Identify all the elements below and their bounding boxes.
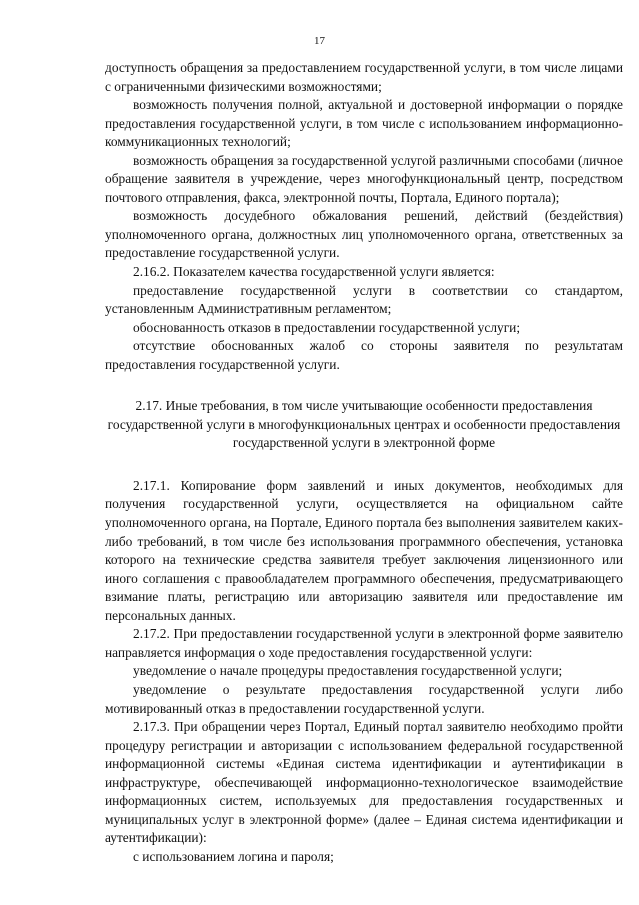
paragraph-standard-compliance: предоставление государственной услуги в соответствии со стандартом, установленным Административным регламентом; (105, 282, 623, 317)
document-body (105, 59, 623, 866)
paragraph-various-methods: возможность обращения за государственной услугой различными способами (личное обращение заявителя в учреждение, через многофункциональный центр, посредством почтового отправления, факса, электронной почты, Портала, Единого портала); (105, 152, 623, 205)
paragraph-accessibility: доступность обращения за предоставлением государственной услуги, в том числе лицами с ограниченными физическими возможностями; (105, 60, 623, 94)
section-heading: 2.17. Иные требования, в том числе учитывающие особенности предоставления государственной услуги в многофункциональных центрах и особенности предоставления государственной услуги в электронной форме (107, 398, 621, 451)
paragraph-start-notice: уведомление о начале процедуры предоставления государственной услуги; (133, 663, 563, 679)
paragraph-portal-registration: 2.17.3. При обращении через Портал, Единый портал заявителю необходимо пройти процедуру регистрации и авторизации с использованием федеральной государственной информационной системы «Единая система идентификации и аутентификации в инфраструктуре, обеспечивающей информационно-технологическое взаимодействие информационных систем, используемых для предоставления государственных и муниципальных услуг в электронной форме» (далее – Единая система идентификации и аутентификации): (105, 719, 623, 846)
paragraph-pretrial-appeal: возможность досудебного обжалования решений, действий (бездействия) уполномоченного органа, должностных лиц уполномоченного органа, ответственных за предоставление государственной услуги. (105, 208, 623, 261)
paragraph-result-notice: уведомление о результате предоставления государственной услуги либо мотивированный отказ в предоставлении государственной услуги. (105, 681, 623, 716)
paragraph-quality-indicator: 2.16.2. Показателем качества государственной услуги является: (133, 264, 495, 280)
paragraph-full-information: возможность получения полной, актуальной и достоверной информации о порядке предоставления государственной услуги, в том числе с использованием информационно-коммуникационных технологий; (105, 97, 623, 150)
paragraph-form-copying: 2.17.1. Копирование форм заявлений и иных документов, необходимых для получения государственной услуги, осуществляется на официальном сайте уполномоченного органа, на Портале, Единого портала без выполнения заявителем каких-либо требований, в том числе без использования программного обеспечения, установка которого на технические средства заявителя требует заключения лицензионного или иного соглашения с правообладателем программного обеспечения, предусматривающего взимание платы, регистрацию или авторизацию заявителя или предоставление им персональных данных. (105, 477, 623, 623)
paragraph-electronic-info: 2.17.2. При предоставлении государственной услуги в электронной форме заявителю направляется информация о ходе предоставления государственной услуги: (105, 626, 623, 660)
page-number: 17 (314, 35, 325, 47)
paragraph-login-password: с использованием логина и пароля; (133, 848, 334, 864)
paragraph-no-complaints: отсутствие обоснованных жалоб со стороны заявителя по результатам предоставления государственной услуги. (105, 338, 623, 372)
paragraph-refusal-validity: обоснованность отказов в предоставлении государственной услуги; (133, 319, 521, 335)
